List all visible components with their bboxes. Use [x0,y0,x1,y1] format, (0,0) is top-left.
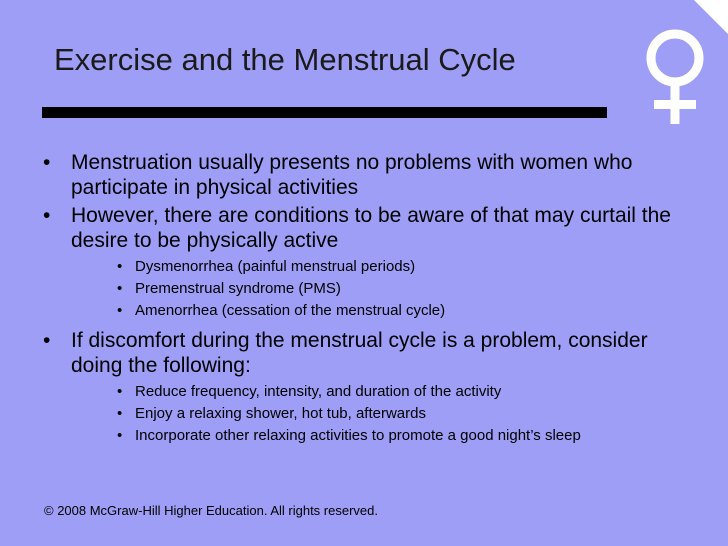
bullet-dot: • [43,151,51,174]
bullet-dot: • [43,329,51,352]
sub-bullet-item [0,425,728,447]
bullet-item [0,150,728,200]
sub-bullet-text: Incorporate other relaxing activities to promote a good night’s sleep [135,427,581,444]
bullet-dot: • [43,204,51,227]
sub-bullet-text: Amenorrhea (cessation of the menstrual cycle) [135,302,446,319]
sub-bullet-dot: • [117,383,123,400]
sub-bullet-item [0,278,728,300]
sub-bullet-text: Reduce frequency, intensity, and duration of the activity [135,383,502,400]
sub-bullet-item [0,256,728,278]
bullet-text: Menstruation usually presents no problems with women who participate in physical activities [71,151,633,199]
sub-bullet-text: Premenstrual syndrome (PMS) [135,280,341,297]
bullet-text: If discomfort during the menstrual cycle is a problem, consider doing the following: [71,329,648,377]
sub-bullet-dot: • [117,280,123,297]
bullet-list [0,150,728,447]
sub-bullet-dot: • [117,427,123,444]
sub-bullet-dot: • [117,258,123,275]
sub-bullet-item [0,403,728,425]
sub-bullet-dot: • [117,405,123,422]
title-underline-bar [42,107,607,118]
sub-bullet-text: Dysmenorrhea (painful menstrual periods) [135,258,416,275]
female-symbol-ring [651,34,699,82]
copyright-footer: © 2008 McGraw-Hill Higher Education. All rights reserved. [44,503,378,518]
sub-bullet-item [0,381,728,403]
sub-bullet-item [0,300,728,322]
slide-title: Exercise and the Menstrual Cycle [54,42,516,77]
bullet-item [0,328,728,378]
female-symbol-crossbar [654,100,696,109]
female-symbol-icon [630,16,726,128]
bullet-text: However, there are conditions to be aware of that may curtail the desire to be physically active [71,204,671,252]
sub-bullet-text: Enjoy a relaxing shower, hot tub, afterwards [135,405,426,422]
bullet-item [0,203,728,253]
sub-bullet-dot: • [117,302,123,319]
